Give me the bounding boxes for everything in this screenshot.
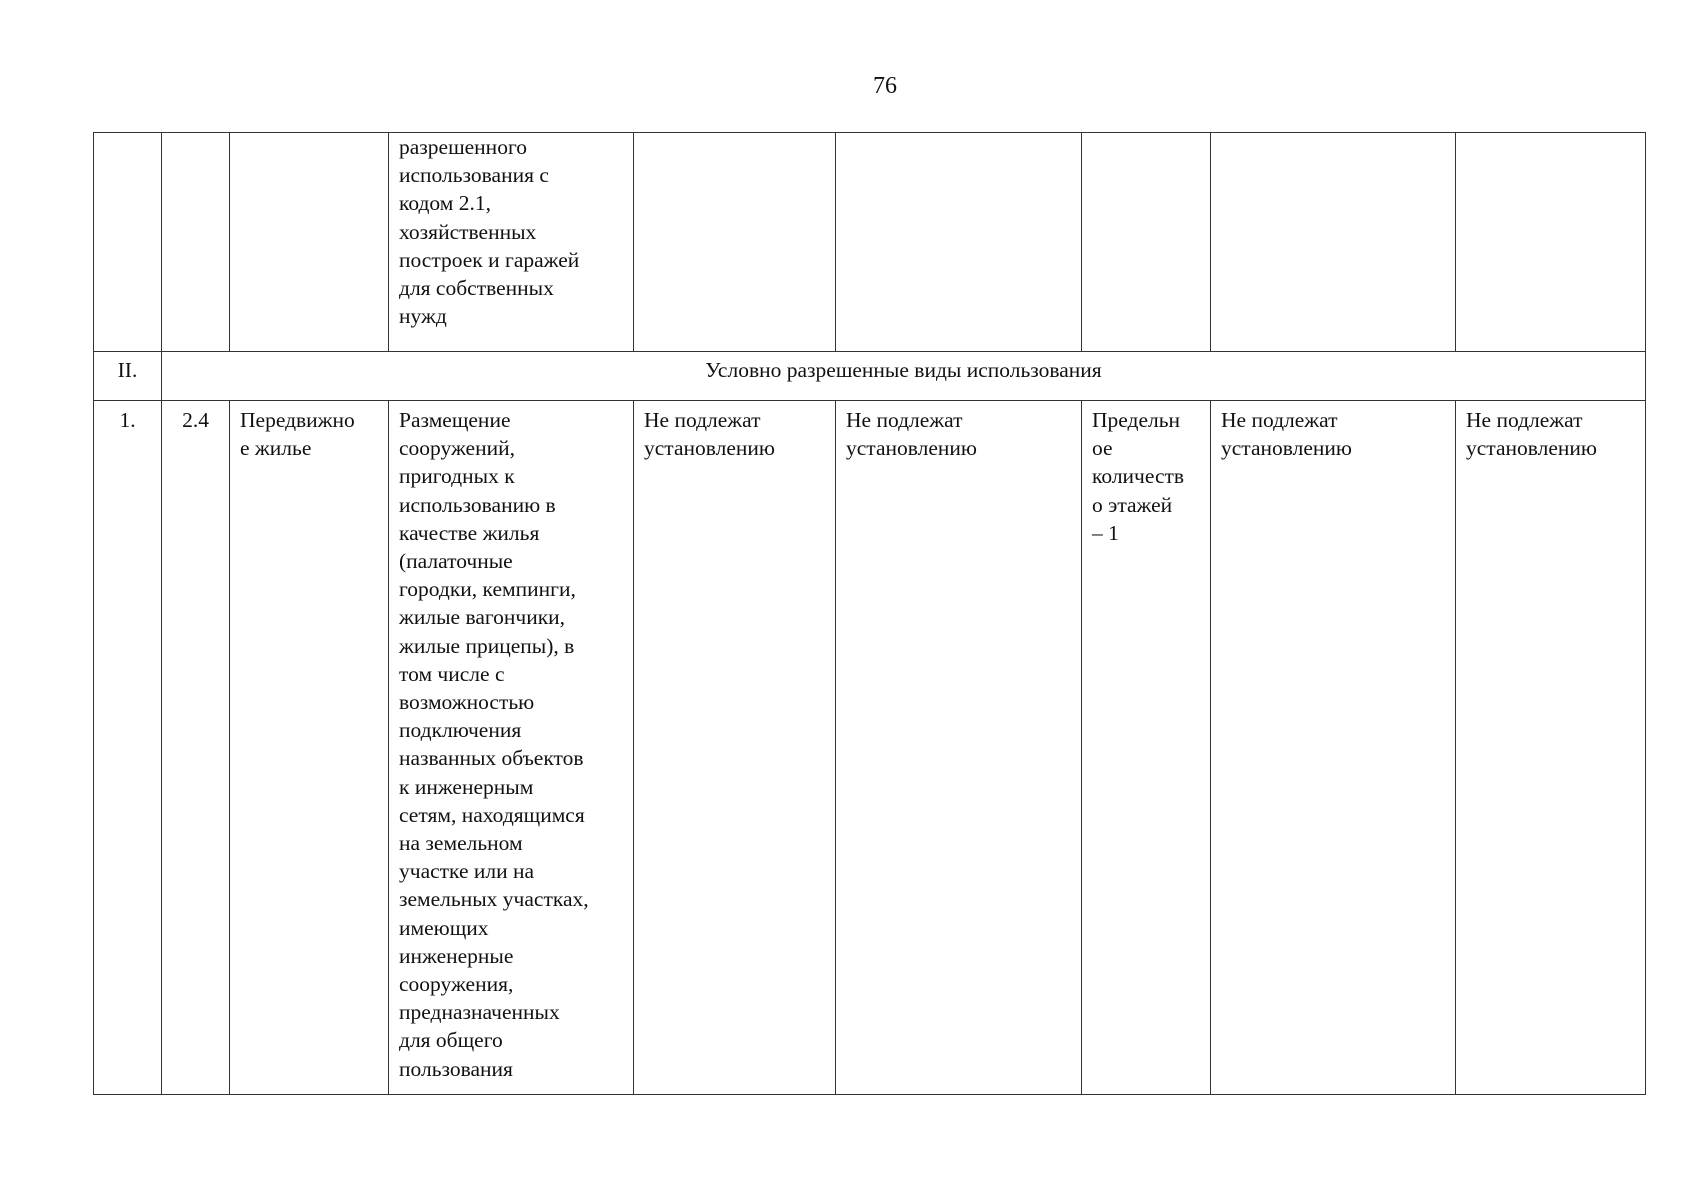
- item-col5-cell: [634, 401, 836, 1095]
- text-line: количеств: [1092, 464, 1185, 489]
- table-row: [94, 401, 1646, 1095]
- text-line: к инженерным: [399, 774, 534, 799]
- section-title: Условно разрешенные виды использования: [162, 352, 1646, 401]
- item-code: 2.4: [162, 401, 230, 1095]
- continuation-name-cell: [230, 133, 389, 352]
- text-line: на земельном: [399, 831, 523, 856]
- text-line: качестве жилья: [399, 520, 540, 545]
- text-line: Размещение: [399, 408, 511, 432]
- item-col6-cell: [836, 401, 1082, 1095]
- continuation-empty-cell: [1082, 133, 1211, 352]
- page-number: 76: [873, 73, 897, 99]
- text-line: установлению: [1221, 436, 1352, 461]
- text-line: городки, кемпинги,: [399, 577, 576, 602]
- text-line: жилые прицепы), в: [399, 633, 575, 658]
- item-col8-cell: [1211, 401, 1456, 1095]
- text-line: установлению: [846, 436, 977, 461]
- item-col7-cell: [1082, 401, 1211, 1095]
- text-line: том числе с: [399, 661, 505, 686]
- item-number: 1.: [94, 401, 162, 1095]
- section-header-row: [94, 352, 1646, 401]
- land-use-regulations-table: [93, 132, 1646, 1095]
- text-line: установлению: [1466, 436, 1597, 461]
- text-line: кодом 2.1,: [399, 191, 491, 216]
- item-col9-cell: [1456, 401, 1646, 1095]
- text-line: Не подлежат: [1221, 408, 1338, 432]
- text-line: для общего: [399, 1028, 503, 1053]
- continuation-number-cell: [94, 133, 162, 352]
- continuation-code-cell: [162, 133, 230, 352]
- text-line: ое: [1092, 436, 1113, 461]
- text-line: хозяйственных: [399, 219, 537, 244]
- continuation-empty-cell: [836, 133, 1082, 352]
- continuation-empty-cell: [634, 133, 836, 352]
- text-line: инженерные: [399, 943, 514, 968]
- text-line: земельных участках,: [399, 887, 589, 912]
- section-number: II.: [94, 352, 162, 401]
- text-line: разрешенного: [399, 135, 527, 159]
- text-line: е жилье: [240, 436, 312, 461]
- text-line: подключения: [399, 718, 522, 743]
- text-line: построек и гаражей: [399, 247, 580, 272]
- item-description-cell: [389, 401, 634, 1095]
- text-line: Передвижно: [240, 408, 355, 432]
- text-line: – 1: [1092, 520, 1119, 545]
- continuation-empty-cell: [1456, 133, 1646, 352]
- text-line: пользования: [399, 1056, 513, 1081]
- continuation-empty-cell: [1211, 133, 1456, 352]
- text-line: предназначенных: [399, 1000, 560, 1025]
- item-name-cell: [230, 401, 389, 1095]
- text-line: нужд: [399, 304, 447, 329]
- text-line: для собственных: [399, 276, 554, 301]
- text-line: пригодных к: [399, 464, 515, 489]
- continuation-row: [94, 133, 1646, 352]
- text-line: имеющих: [399, 915, 489, 940]
- text-line: Не подлежат: [644, 408, 761, 432]
- text-line: названных объектов: [399, 746, 584, 771]
- text-line: Не подлежат: [1466, 408, 1583, 432]
- text-line: жилые вагончики,: [399, 605, 566, 630]
- text-line: сооружений,: [399, 436, 515, 461]
- text-line: использованию в: [399, 492, 556, 517]
- text-line: (палаточные: [399, 549, 513, 574]
- text-line: сетям, находящимся: [399, 802, 585, 827]
- text-line: Не подлежат: [846, 408, 963, 432]
- text-line: участке или на: [399, 859, 535, 884]
- text-line: использования с: [399, 163, 549, 188]
- text-line: о этажей: [1092, 492, 1173, 517]
- continuation-description-cell: [389, 133, 634, 352]
- text-line: возможностью: [399, 690, 535, 715]
- text-line: Предельн: [1092, 408, 1181, 432]
- text-line: установлению: [644, 436, 775, 461]
- text-line: сооружения,: [399, 972, 514, 997]
